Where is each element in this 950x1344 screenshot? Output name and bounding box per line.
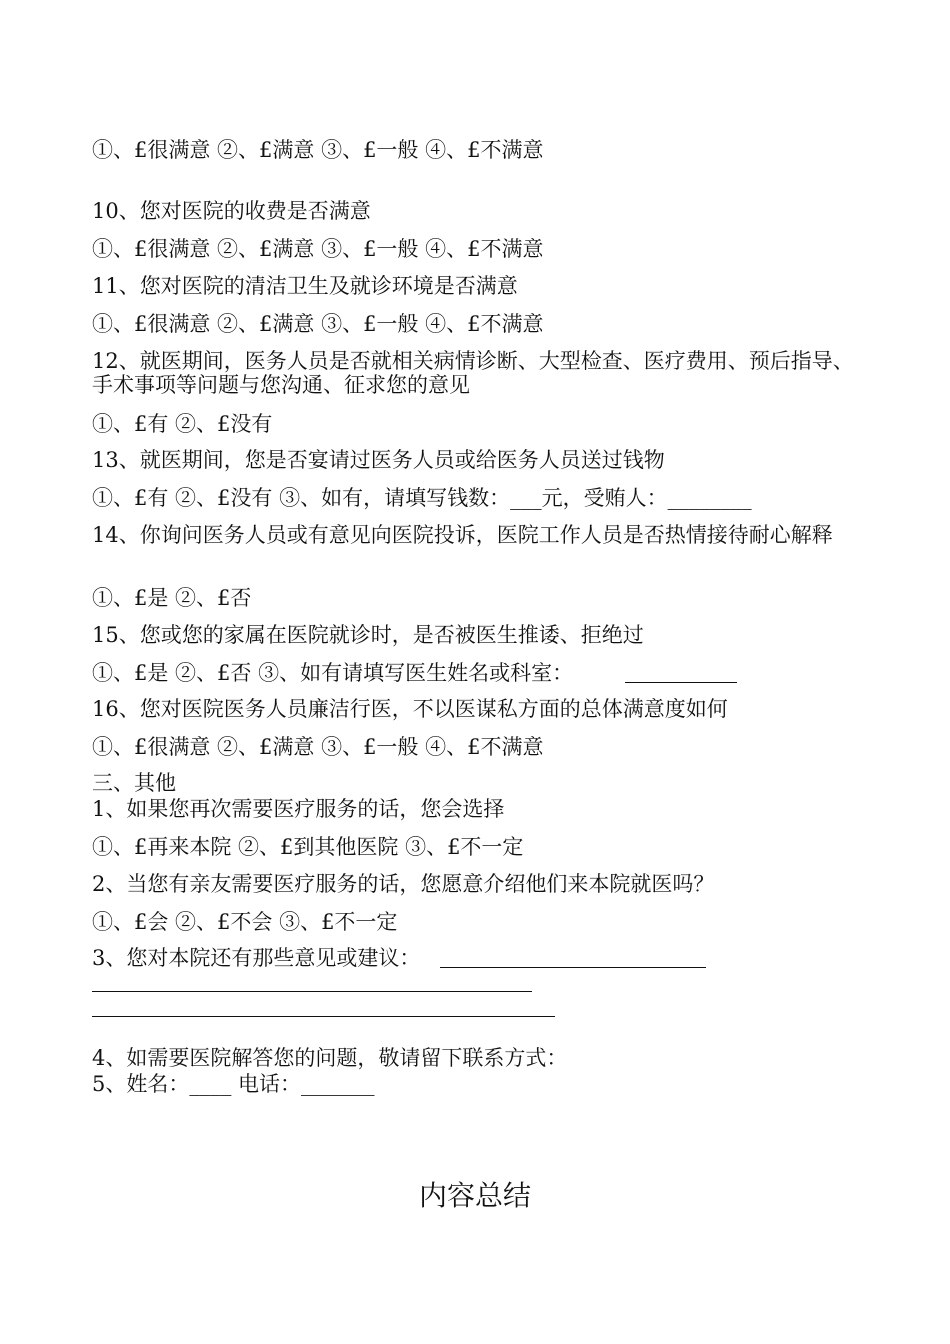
options-13: ①、£有 ②、£没有 ③、如有，请填写钱数：___元，受贿人：________ [92,486,752,510]
other-question-3: 3、您对本院还有那些意见或建议： [92,946,421,970]
fill-blank-15 [625,682,737,683]
section-heading-other: 三、其他 [92,771,176,795]
question-16: 16、您对医院医务人员廉洁行医，不以医谋私方面的总体满意度如何 [92,697,728,721]
question-10: 10、您对医院的收费是否满意 [92,199,371,223]
other-options-1: ①、£再来本院 ②、£到其他医院 ③、£不一定 [92,835,524,859]
summary-heading: 内容总结 [418,1179,531,1212]
question-12: 12、就医期间，医务人员是否就相关病情诊断、大型检查、医疗费用、预后指导、手术事项等问题与您沟通、征求您的意见 [92,349,854,397]
suggestion-line-1 [92,991,532,992]
question-14: 14、你询问医务人员或有意见向医院投诉，医院工作人员是否热情接待耐心解释 [92,523,833,547]
other-options-2: ①、£会 ②、£不会 ③、£不一定 [92,910,398,934]
options-11: ①、£很满意 ②、£满意 ③、£一般 ④、£不满意 [92,312,544,336]
options-10: ①、£很满意 ②、£满意 ③、£一般 ④、£不满意 [92,237,544,261]
options-12: ①、£有 ②、£没有 [92,412,273,436]
fill-blank-suggestion [440,967,706,968]
options-16: ①、£很满意 ②、£满意 ③、£一般 ④、£不满意 [92,735,544,759]
suggestion-line-2 [92,1016,555,1017]
line-1: ①、£很满意 ②、£满意 ③、£一般 ④、£不满意 [92,138,544,162]
options-14: ①、£是 ②、£否 [92,586,252,610]
other-question-1: 1、如果您再次需要医疗服务的话，您会选择 [92,797,505,821]
other-question-4: 4、如需要医院解答您的问题，敬请留下联系方式： [92,1046,568,1070]
question-13: 13、就医期间，您是否宴请过医务人员或给医务人员送过钱物 [92,448,665,472]
options-15: ①、£是 ②、£否 ③、如有请填写医生姓名或科室： [92,661,574,685]
question-15: 15、您或您的家属在医院就诊时，是否被医生推诿、拒绝过 [92,623,644,647]
question-11: 11、您对医院的清洁卫生及就诊环境是否满意 [92,274,518,298]
other-question-5: 5、姓名：____ 电话：_______ [92,1072,375,1096]
other-question-2: 2、当您有亲友需要医疗服务的话，您愿意介绍他们来本院就医吗？ [92,872,715,896]
